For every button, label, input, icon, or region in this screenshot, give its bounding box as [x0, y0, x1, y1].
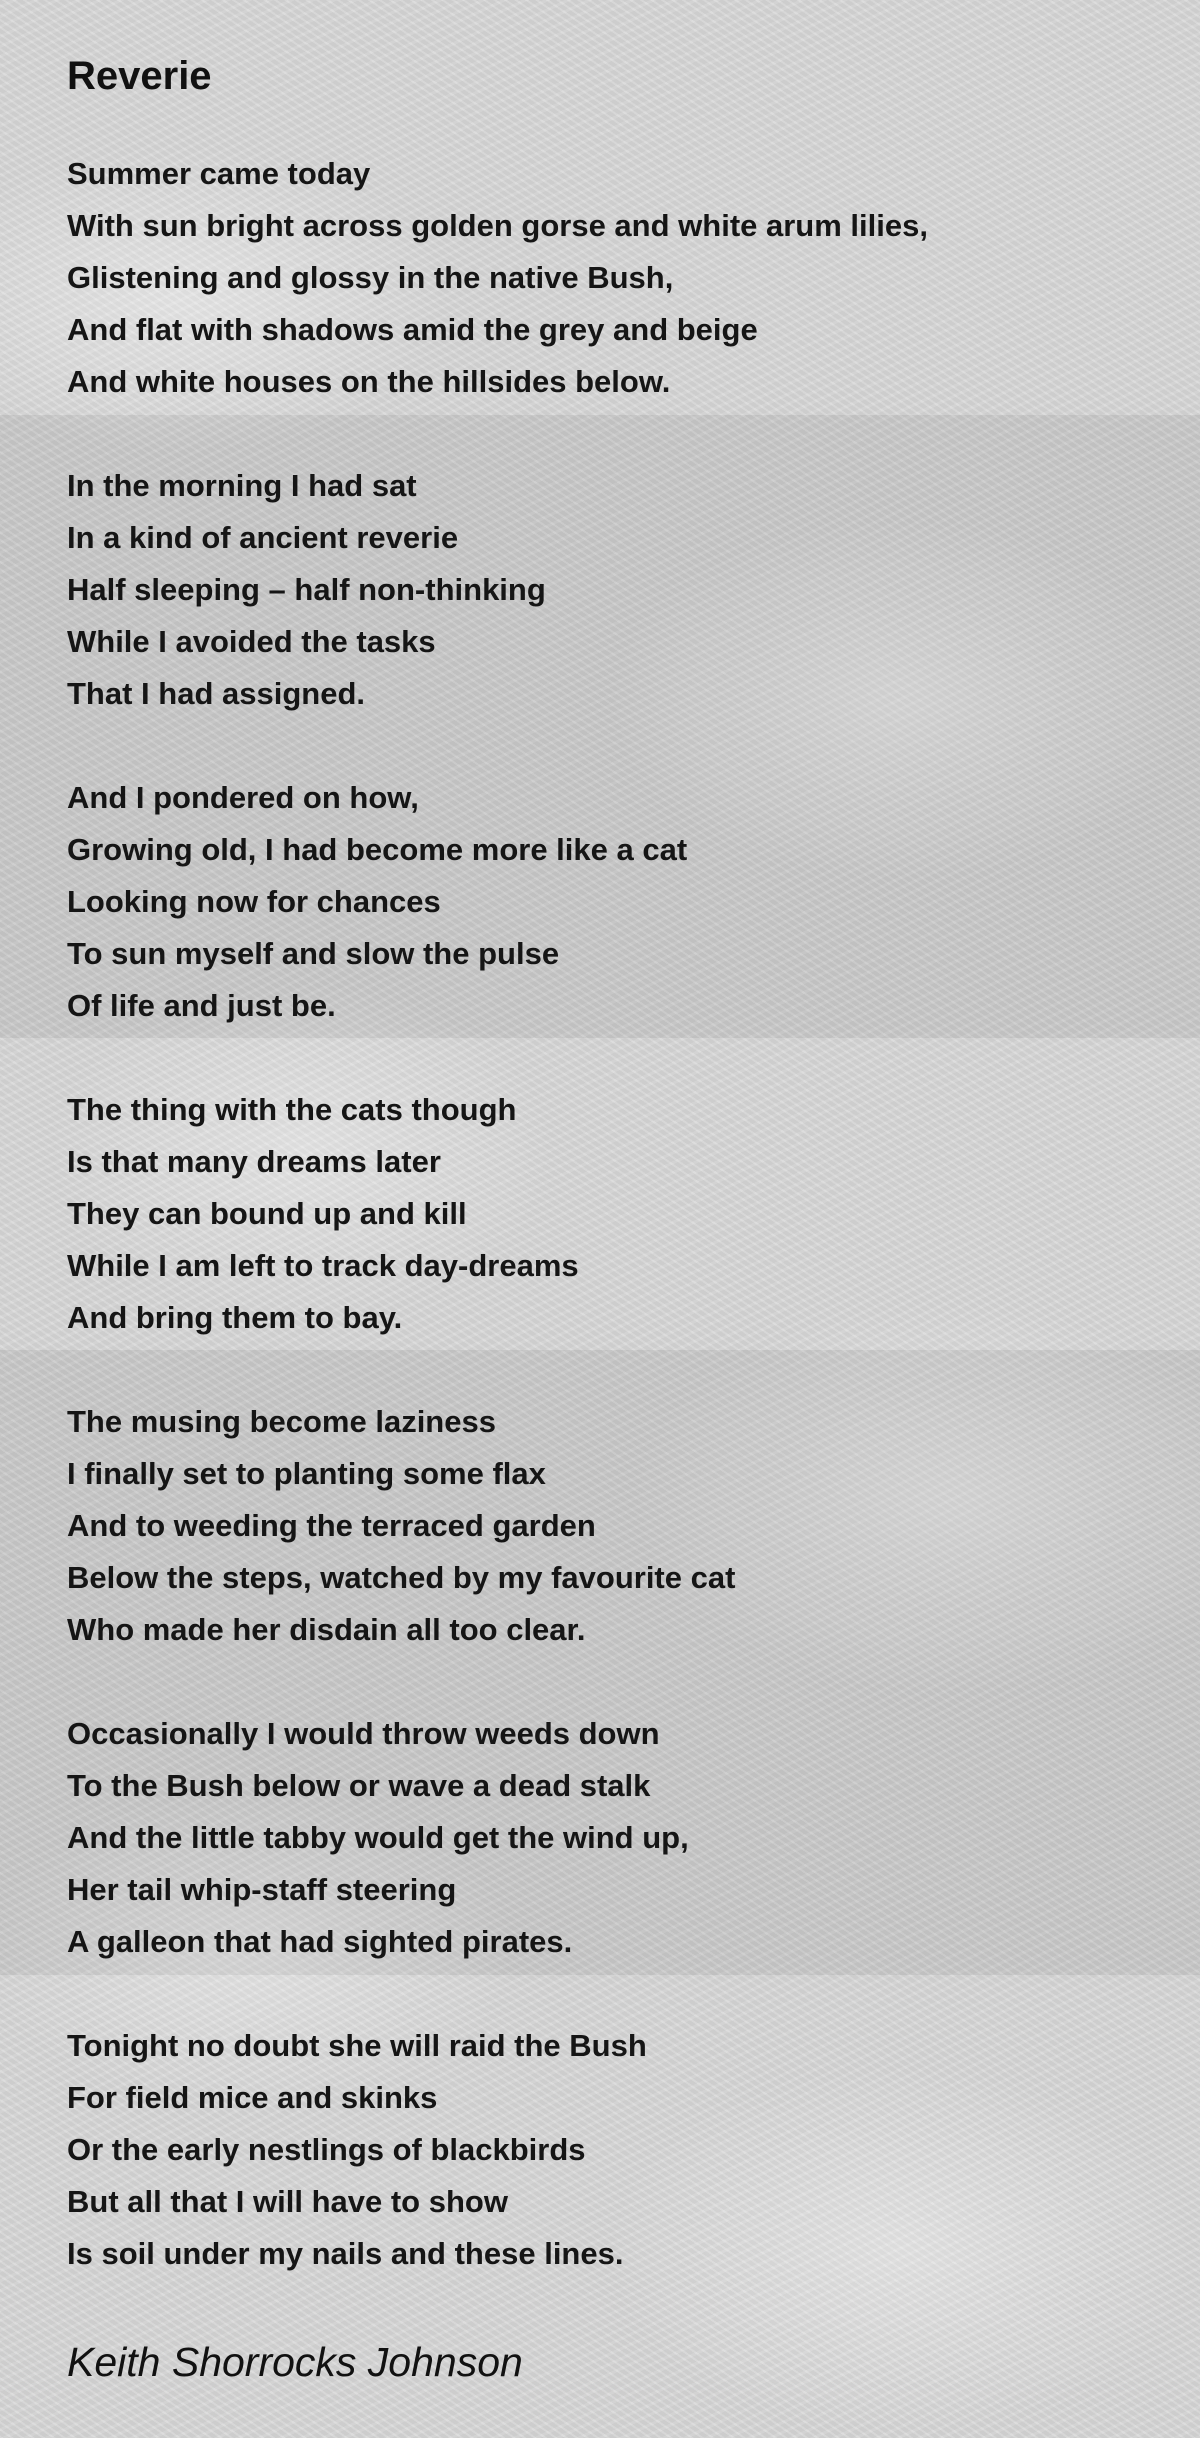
poem-line: And the little tabby would get the wind up, — [67, 1820, 689, 1855]
poem-line: To sun myself and slow the pulse — [67, 936, 560, 971]
poem-line: Who made her disdain all too clear. — [67, 1612, 586, 1647]
poem-author: Keith Shorrocks Johnson — [67, 2339, 523, 2385]
poem-line: To the Bush below or wave a dead stalk — [67, 1768, 651, 1803]
poem-line: But all that I will have to show — [67, 2184, 508, 2219]
poem-line: Tonight no doubt she will raid the Bush — [67, 2028, 647, 2063]
poem-line: For field mice and skinks — [67, 2080, 438, 2115]
poem-line: While I avoided the tasks — [67, 624, 436, 659]
poem-line: Below the steps, watched by my favourite cat — [67, 1560, 736, 1595]
poem-line: And to weeding the terraced garden — [67, 1508, 596, 1543]
poem-line: In a kind of ancient reverie — [67, 520, 459, 555]
stanza — [67, 1708, 689, 1968]
poem-line: Is that many dreams later — [67, 1144, 441, 1179]
poem-line: The musing become laziness — [67, 1404, 496, 1439]
stanza — [67, 1084, 579, 1344]
poem-line: And flat with shadows amid the grey and beige — [67, 312, 758, 347]
poem-line: While I am left to track day-dreams — [67, 1248, 579, 1283]
poem-line: Half sleeping – half non-thinking — [67, 572, 546, 607]
poem-line: With sun bright across golden gorse and white arum lilies, — [67, 208, 928, 243]
poem-line: Of life and just be. — [67, 988, 336, 1023]
poem-line: Glistening and glossy in the native Bush, — [67, 260, 674, 295]
poem-line: That I had assigned. — [67, 676, 365, 711]
poem-line: A galleon that had sighted pirates. — [67, 1924, 573, 1959]
stanza — [67, 1396, 735, 1656]
poem-line: In the morning I had sat — [67, 468, 417, 503]
poem-line: Summer came today — [67, 156, 371, 191]
poem-line: And bring them to bay. — [67, 1300, 403, 1335]
poem-line: Her tail whip-staff steering — [67, 1872, 457, 1907]
poem-title: Reverie — [67, 54, 212, 98]
stanza — [67, 2020, 647, 2280]
poem-line: Growing old, I had become more like a cat — [67, 832, 688, 867]
poem-line: Is soil under my nails and these lines. — [67, 2236, 624, 2271]
stanza — [67, 460, 546, 720]
poem-line: The thing with the cats though — [67, 1092, 517, 1127]
poem-line: I finally set to planting some flax — [67, 1456, 546, 1491]
poem-line: Occasionally I would throw weeds down — [67, 1716, 660, 1751]
poem-line: Looking now for chances — [67, 884, 441, 919]
poem-line: Or the early nestlings of blackbirds — [67, 2132, 586, 2167]
stanza — [67, 148, 928, 408]
poem-line: And white houses on the hillsides below. — [67, 364, 671, 399]
stanza — [67, 772, 687, 1032]
poem-line: And I pondered on how, — [67, 780, 419, 815]
poem-line: They can bound up and kill — [67, 1196, 467, 1231]
